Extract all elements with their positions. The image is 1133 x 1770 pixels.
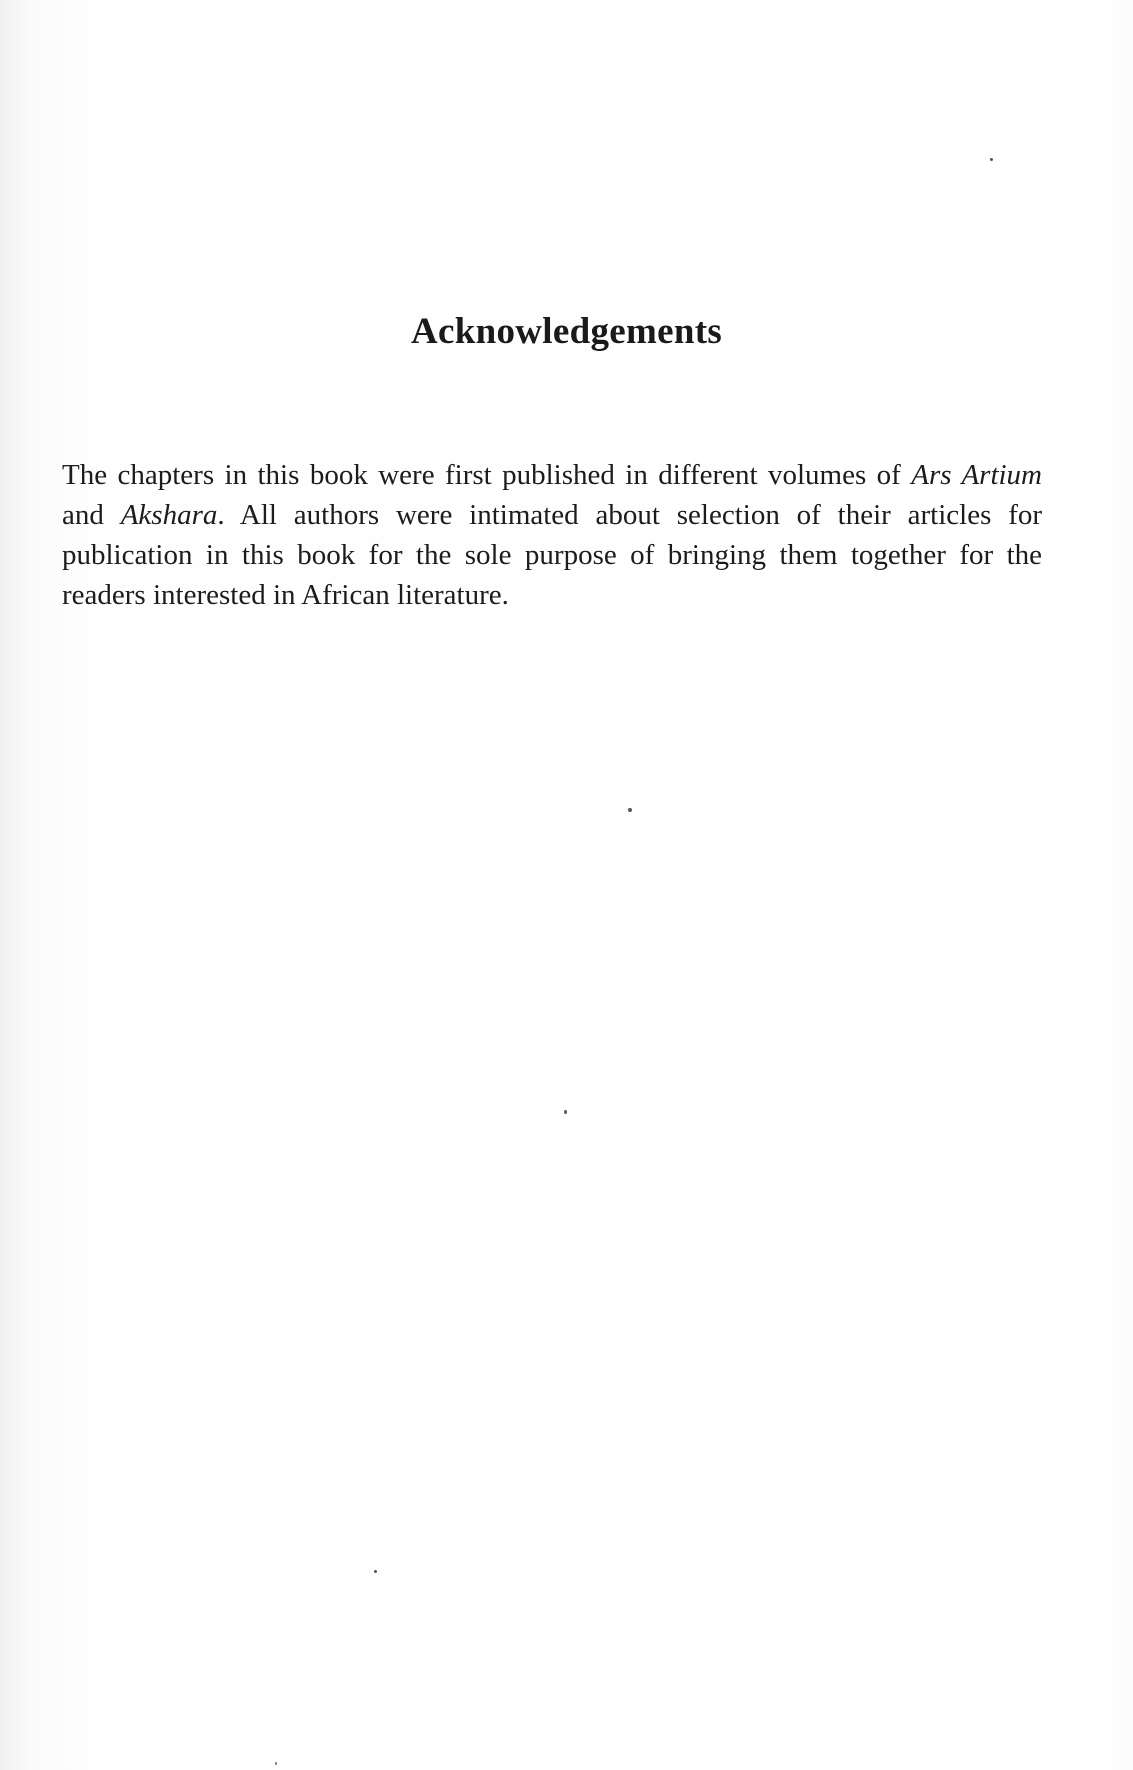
- page-title: Acknowledgements: [410, 311, 723, 352]
- scan-speck: [628, 808, 632, 812]
- paragraph-text-2: and: [62, 499, 121, 531]
- paragraph-text-3: . All authors were intimated about selection of their articles for publication in this book for the sole purpose of bringing them together for the readers interested in African literature.: [62, 499, 1043, 611]
- scan-speck: [275, 1762, 277, 1765]
- scan-speck: [564, 1110, 567, 1114]
- paragraph-text-1: The chapters in this book were first published in different volumes of: [62, 459, 912, 491]
- journal-title-ars-artium: Ars Artium: [911, 459, 1042, 491]
- scan-speck: [990, 158, 993, 161]
- acknowledgement-paragraph: [62, 455, 1042, 615]
- scan-speck: [374, 1570, 377, 1573]
- journal-title-akshara: Akshara: [120, 499, 218, 531]
